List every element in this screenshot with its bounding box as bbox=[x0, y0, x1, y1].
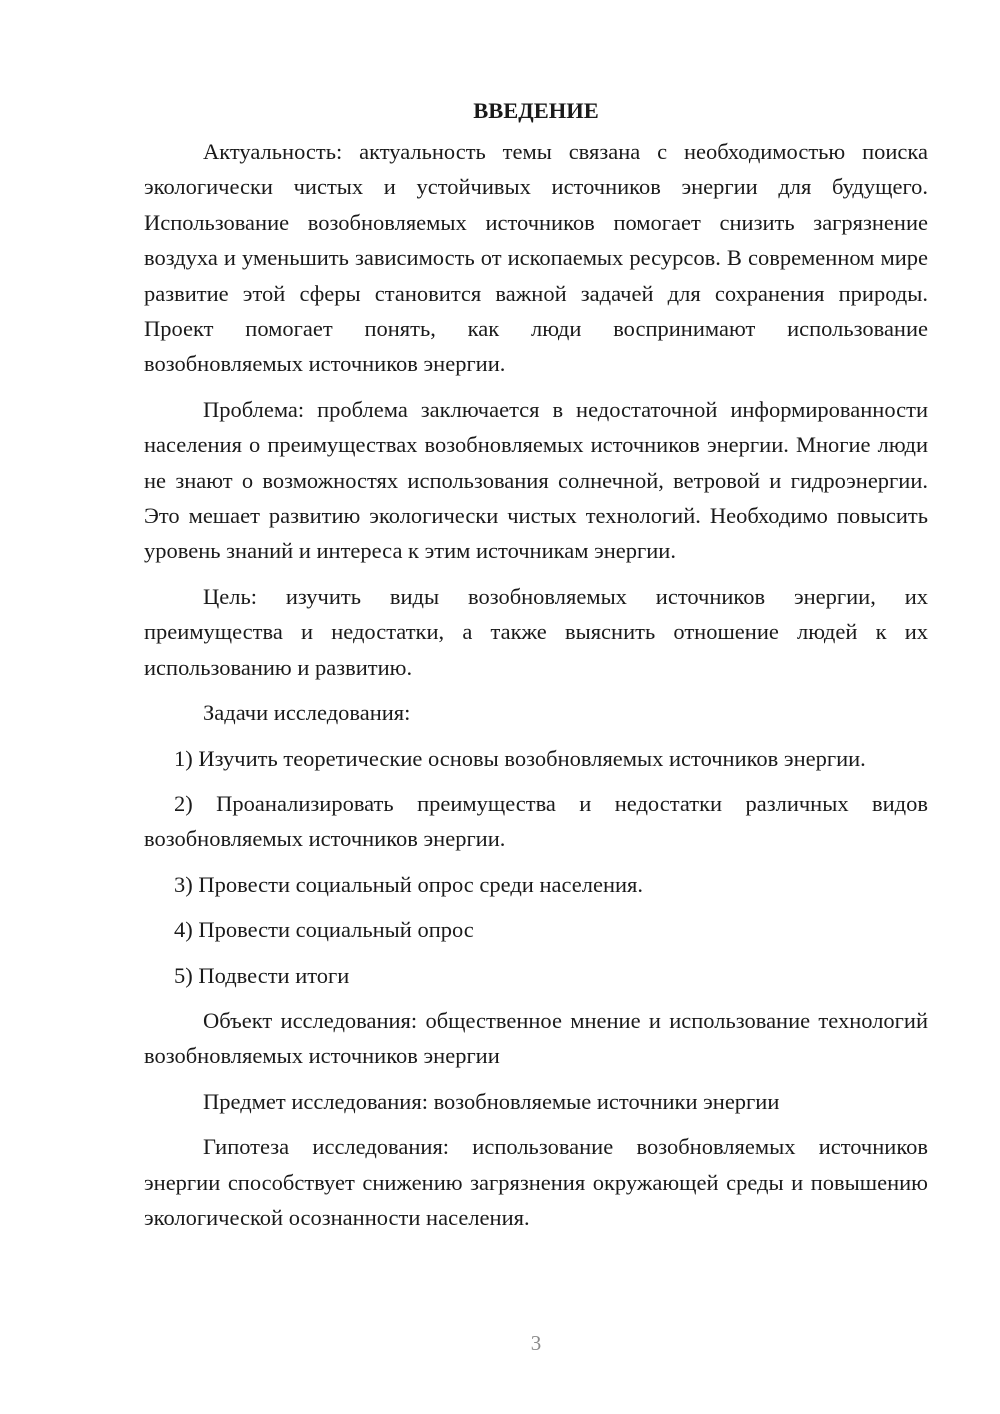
goal-paragraph: Цель: изучить виды возобновляемых источников энергии, их преимущества и недостатки, а также выяснить отношение людей к их использованию и развитию. bbox=[144, 583, 928, 680]
relevance-paragraph: Актуальность: актуальность темы связана с необходимостью поиска экологически чистых и устойчивых источников энергии для будущего. Использование возобновляемых источников помогает снизить загрязнение воздуха и уменьшить зависимость от ископаемых ресурсов. В современном мире развитие этой сферы становится важной задачей для сохранения природы. Проект помогает понять, как люди воспринимают использование возобновляемых источников энергии. bbox=[144, 139, 928, 377]
subject-paragraph: Предмет исследования: возобновляемые источники энергии bbox=[203, 1088, 780, 1114]
problem-paragraph: Проблема: проблема заключается в недостаточной информированности населения о преимуществах возобновляемых источников энергии. Многие люди не знают о возможностях использования солнечной, ветровой и гидроэнергии. Это мешает развитию экологически чистых технологий. Необходимо повысить уровень знаний и интереса к этим источникам энергии. bbox=[144, 396, 928, 564]
object-paragraph: Объект исследования: общественное мнение и использование технологий возобновляемых источников энергии bbox=[144, 1007, 928, 1069]
task-item-1: 1) Изучить теоретические основы возобновляемых источников энергии. bbox=[174, 745, 866, 771]
hypothesis-paragraph: Гипотеза исследования: использование возобновляемых источников энергии способствует снижению загрязнения окружающей среды и повышению экологической осознанности населения. bbox=[144, 1134, 928, 1230]
task-item-3: 3) Провести социальный опрос среди населения. bbox=[174, 871, 644, 897]
tasks-heading: Задачи исследования: bbox=[203, 700, 411, 726]
page-number: 3 bbox=[530, 1331, 542, 1355]
page-content bbox=[144, 93, 928, 1235]
task-item-2: 2) Проанализировать преимущества и недостатки различных видов возобновляемых источников энергии. bbox=[144, 790, 928, 852]
task-item-4: 4) Провести социальный опрос bbox=[174, 917, 474, 943]
section-title: ВВЕДЕНИЕ bbox=[473, 98, 599, 123]
task-item-5: 5) Подвести итоги bbox=[174, 962, 350, 988]
